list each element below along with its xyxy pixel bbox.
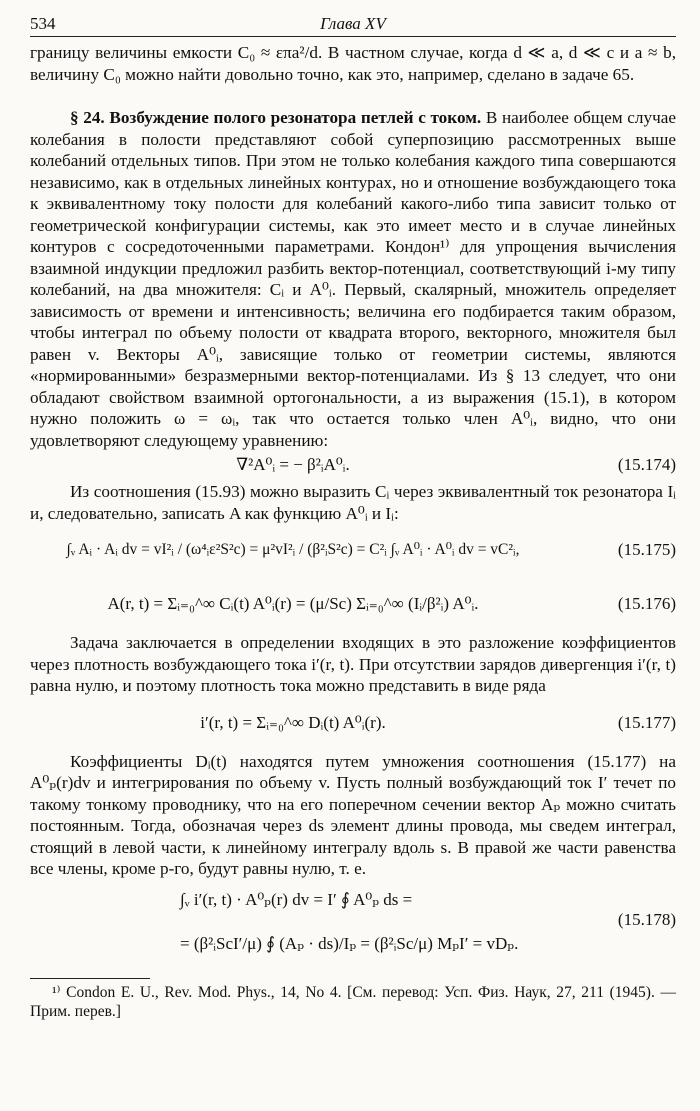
equation-formula: ∫ᵥ Aᵢ · Aᵢ dv = vI²ᵢ / (ω⁴ᵢε²S²c) = μ²vI²ᵢ / (β²ᵢS²c) = C²ᵢ ∫ᵥ A⁰ᵢ · A⁰ᵢ dv = vC²ᵢ,: [66, 541, 520, 558]
footnote-text: ¹⁾ Condon E. U., Rev. Mod. Phys., 14, No 4. [См. перевод: Усп. Физ. Наук, 27, 211 (1945). — Прим. перев.]: [30, 983, 676, 1020]
equation-15-174: [30, 451, 676, 481]
equation-formula: A(r, t) = Σᵢ₌₀^∞ Cᵢ(t) A⁰ᵢ(r) = (μ/Sc) Σᵢ₌₀^∞ (Iᵢ/β²ᵢ) A⁰ᵢ.: [107, 594, 479, 613]
equation-formula-line-2: = (β²ᵢScI′/μ) ∮ (Aₚ · ds)/Iₚ = (β²ᵢSc/μ) MₚI′ = vDₚ.: [180, 933, 519, 953]
running-header: [30, 12, 676, 37]
equation-number: (15.178): [617, 909, 676, 929]
paragraph-1: границу величины емкости C₀ ≈ επa²/d. В частном случае, когда d ≪ a, d ≪ c и a ≈ b, величину C₀ можно найти довольно точно, как это, например, сделано в задаче 65.: [30, 43, 676, 84]
equation-formula: ∇²A⁰ᵢ = − β²ᵢA⁰ᵢ.: [236, 455, 350, 474]
section-title: § 24. Возбуждение полого резонатора петлей с током.: [70, 108, 482, 127]
equation-number: (15.176): [617, 594, 676, 613]
footnote: [30, 983, 676, 1021]
page-body: [30, 42, 676, 1021]
chapter-title: Глава XV: [320, 14, 386, 33]
footnote-rule: [30, 978, 150, 979]
paragraph-5: Коэффициенты Dᵢ(t) находятся путем умножения соотношения (15.177) на A⁰ₚ(r)dv и интегрирования по объему v. Пусть полный возбуждающий ток I′ течет по такому тонкому проводнику, что на его поперечном сечении вектор Aₚ можно считать постоянным. Тогда, обозначая через ds элемент длины провода, мы сведем интеграл, стоящий в левой части, к линейному интегралу вдоль s. В правой же части равенства все члены, кроме p-го, будут равны нулю, т. е.: [30, 751, 676, 878]
paragraph-4: Задача заключается в определении входящих в это разложение коэффициентов через плотность возбуждающего тока i′(r, t). При отсутствии зарядов дивергенция i′(r, t) равна нулю, и поэтому плотность тока можно представить в виде ряда: [30, 633, 676, 695]
equation-15-176: [30, 578, 676, 632]
equation-15-175: [30, 524, 676, 578]
equation-formula-line-1: ∫ᵥ i′(r, t) · A⁰ₚ(r) dv = I′ ∮ A⁰ₚ ds =: [180, 889, 413, 909]
paragraph-3: Из соотношения (15.93) можно выразить Cᵢ через эквивалентный ток резонатора Iᵢ и, следовательно, записать A как функцию A⁰ᵢ и Iᵢ:: [30, 482, 676, 523]
paragraph-2: [30, 107, 676, 451]
equation-15-177: [30, 697, 676, 751]
paragraph-2-text: В наиболее общем случае колебания в полости представляют собой суперпозицию рассмотренных выше колебаний отдельных типов. При этом не только колебания каждого типа совершаются независимо, как в отдельных линейных контурах, но и отношение возбуждающего тока к эквивалентному току полости для колебаний какого-либо типа зависит только от геометрической конфигурации системы, как это имеет место и в случае линейных контуров с сосредоточенными параметрами. Кондон¹⁾ для упрощения вычисления взаимной индукции предложил разбить вектор-потенциал, соответствующий i-му типу колебаний, на два множителя: Cᵢ и A⁰ᵢ. Первый, скалярный, множитель определяет зависимость от времени и интенсивность; величина его подбирается таким образом, чтобы интеграл по объему полости от квадрата второго, векторного, множителя был равен v. Векторы A⁰ᵢ, зависящие только от геометрии системы, являются «нормированными» безразмерными вектор-потенциалами. Из § 13 следует, что они обладают свойством взаимной ортогональности, а из выражения (15.1), в котором нужно положить ω = ωᵢ, так что остается только член A⁰ᵢ, видно, что они удовлетворяют следующему уравнению:: [30, 108, 676, 450]
equation-15-178: [30, 880, 676, 966]
equation-number: (15.174): [617, 455, 676, 474]
page-number: 534: [30, 14, 56, 33]
equation-formula: i′(r, t) = Σᵢ₌₀^∞ Dᵢ(t) A⁰ᵢ(r).: [200, 712, 386, 732]
equation-number: (15.177): [617, 712, 676, 732]
equation-number: (15.175): [617, 540, 676, 559]
